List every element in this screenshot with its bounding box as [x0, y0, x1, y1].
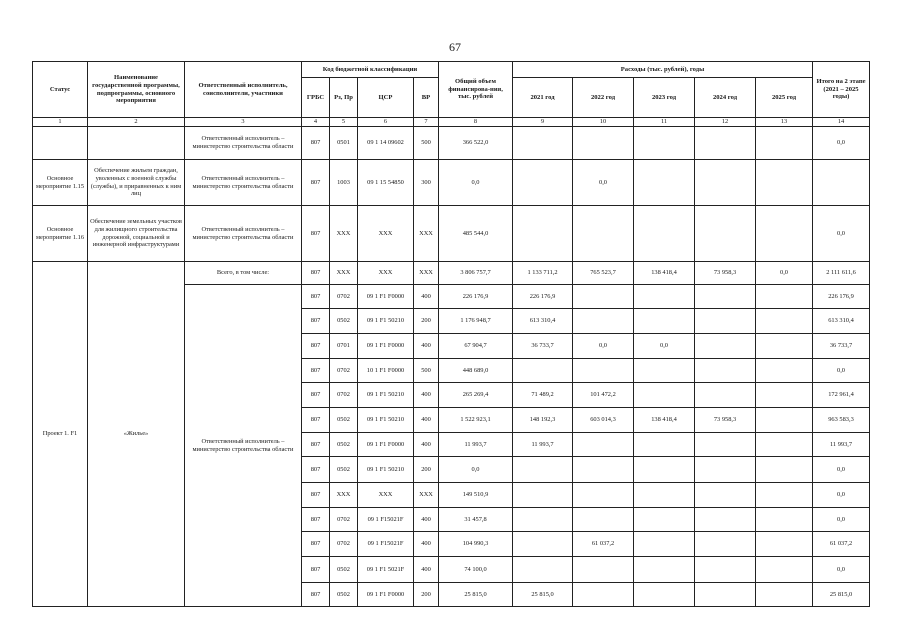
year-2025-cell — [756, 433, 813, 457]
year-2023-cell — [634, 359, 695, 383]
vr-cell: XXX — [414, 262, 439, 285]
year-2024-cell — [695, 483, 756, 508]
year-2021-cell: 148 192,3 — [513, 408, 573, 433]
vr-cell: 400 — [414, 285, 439, 309]
year-2025-cell — [756, 206, 813, 262]
year-2021-cell — [513, 557, 573, 583]
name-cell: Обеспечение жильем граждан, уволенных с военной службы (службы), и приравненных к ним лиц — [88, 160, 185, 206]
vr-cell: XXX — [414, 483, 439, 508]
year-2024-cell — [695, 127, 756, 160]
vr-cell: 200 — [414, 583, 439, 607]
itogo-cell: 963 583,3 — [813, 408, 870, 433]
csr-cell: 09 1 F1 F0000 — [358, 433, 414, 457]
itogo-cell: 0,0 — [813, 457, 870, 483]
name-cell: Обеспечение земельных участков для жилищного строительства дорожной, социальной и инженерной инфраструктурами — [88, 206, 185, 262]
header-name: Наименование государственной программы, подпрограммы, основного мероприятия — [88, 62, 185, 118]
grbs-cell: 807 — [302, 408, 330, 433]
table-row — [33, 160, 870, 206]
year-2025-cell: 0,0 — [756, 262, 813, 285]
grbs-cell: 807 — [302, 557, 330, 583]
header-2022: 2022 год — [573, 78, 634, 118]
column-number: 8 — [439, 118, 513, 127]
responsible-cell: Ответственный исполнитель – министерство строительства области — [185, 160, 302, 206]
status-cell: Проект 1. F1 — [33, 262, 88, 607]
vr-cell: 400 — [414, 532, 439, 557]
year-2022-cell: 61 037,2 — [573, 532, 634, 557]
year-2023-cell — [634, 508, 695, 532]
year-2024-cell: 73 958,3 — [695, 262, 756, 285]
csr-cell: 09 1 F1 50210 — [358, 457, 414, 483]
itogo-cell: 2 111 611,6 — [813, 262, 870, 285]
column-number: 14 — [813, 118, 870, 127]
header-grbs: ГРБС — [302, 78, 330, 118]
csr-cell: 09 1 F15021F — [358, 508, 414, 532]
grbs-cell: 807 — [302, 433, 330, 457]
csr-cell: 09 1 F1 50210 — [358, 383, 414, 408]
year-2023-cell — [634, 532, 695, 557]
year-2021-cell: 1 133 711,2 — [513, 262, 573, 285]
year-2024-cell — [695, 383, 756, 408]
vr-cell: 300 — [414, 160, 439, 206]
vr-cell: 400 — [414, 334, 439, 359]
csr-cell: 09 1 F1 50210 — [358, 309, 414, 334]
status-cell: Основное мероприятие 1.16 — [33, 206, 88, 262]
rzpr-cell: 0502 — [330, 433, 358, 457]
grbs-cell: 807 — [302, 483, 330, 508]
rzpr-cell: 0702 — [330, 359, 358, 383]
year-2023-cell — [634, 285, 695, 309]
column-number: 2 — [88, 118, 185, 127]
budget-table — [32, 61, 870, 607]
rzpr-cell: XXX — [330, 206, 358, 262]
vr-cell: 200 — [414, 457, 439, 483]
rzpr-cell: 0702 — [330, 383, 358, 408]
grbs-cell: 807 — [302, 583, 330, 607]
year-2021-cell — [513, 127, 573, 160]
vr-cell: 400 — [414, 557, 439, 583]
year-2023-cell: 138 418,4 — [634, 408, 695, 433]
year-2025-cell — [756, 457, 813, 483]
grbs-cell: 807 — [302, 262, 330, 285]
csr-cell: XXX — [358, 483, 414, 508]
year-2025-cell — [756, 359, 813, 383]
column-number: 12 — [695, 118, 756, 127]
csr-cell: 09 1 F1 F0000 — [358, 334, 414, 359]
year-2024-cell — [695, 309, 756, 334]
itogo-cell: 25 815,0 — [813, 583, 870, 607]
year-2024-cell — [695, 206, 756, 262]
year-2021-cell: 36 733,7 — [513, 334, 573, 359]
year-2022-cell — [573, 583, 634, 607]
table-row — [33, 262, 870, 285]
year-2022-cell: 765 523,7 — [573, 262, 634, 285]
total-cell: 31 457,8 — [439, 508, 513, 532]
year-2024-cell — [695, 334, 756, 359]
grbs-cell: 807 — [302, 508, 330, 532]
year-2025-cell — [756, 483, 813, 508]
csr-cell: 09 1 15 54850 — [358, 160, 414, 206]
year-2022-cell — [573, 285, 634, 309]
rzpr-cell: 0502 — [330, 309, 358, 334]
year-2024-cell — [695, 532, 756, 557]
total-cell: 3 806 757,7 — [439, 262, 513, 285]
header-expenses: Расходы (тыс. рублей), годы — [513, 62, 813, 78]
table-row — [33, 206, 870, 262]
year-2022-cell — [573, 557, 634, 583]
total-cell: 104 990,3 — [439, 532, 513, 557]
header-bcc: Код бюджетной классификации — [302, 62, 439, 78]
vr-cell: 500 — [414, 359, 439, 383]
csr-cell: XXX — [358, 206, 414, 262]
total-cell: 0,0 — [439, 160, 513, 206]
total-cell: 67 904,7 — [439, 334, 513, 359]
grbs-cell: 807 — [302, 206, 330, 262]
column-number: 4 — [302, 118, 330, 127]
itogo-cell: 0,0 — [813, 483, 870, 508]
year-2023-cell — [634, 206, 695, 262]
itogo-cell: 226 176,9 — [813, 285, 870, 309]
year-2023-cell — [634, 583, 695, 607]
total-cell: 74 100,0 — [439, 557, 513, 583]
rzpr-cell: 0701 — [330, 334, 358, 359]
year-2023-cell — [634, 483, 695, 508]
year-2022-cell — [573, 508, 634, 532]
year-2021-cell: 11 993,7 — [513, 433, 573, 457]
year-2023-cell — [634, 557, 695, 583]
year-2021-cell: 71 489,2 — [513, 383, 573, 408]
page-number: 67 — [449, 40, 461, 54]
year-2025-cell — [756, 309, 813, 334]
vr-cell: 400 — [414, 408, 439, 433]
column-number: 6 — [358, 118, 414, 127]
itogo-cell: 613 310,4 — [813, 309, 870, 334]
year-2023-cell: 0,0 — [634, 334, 695, 359]
table-header — [33, 62, 870, 118]
name-cell: «Жилье» — [88, 262, 185, 607]
header-responsible: Ответственный исполнитель, соисполнители, участники — [185, 62, 302, 118]
itogo-cell: 172 961,4 — [813, 383, 870, 408]
header-2023: 2023 год — [634, 78, 695, 118]
status-cell — [33, 127, 88, 160]
year-2025-cell — [756, 285, 813, 309]
column-number: 10 — [573, 118, 634, 127]
header-status: Статус — [33, 62, 88, 118]
csr-cell: 09 1 F1 5021F — [358, 557, 414, 583]
rzpr-cell: 0502 — [330, 457, 358, 483]
year-2025-cell — [756, 557, 813, 583]
table-row — [33, 127, 870, 160]
grbs-cell: 807 — [302, 359, 330, 383]
year-2021-cell — [513, 206, 573, 262]
responsible-cell: Ответственный исполнитель – министерство строительства области — [185, 127, 302, 160]
itogo-cell: 61 037,2 — [813, 532, 870, 557]
year-2022-cell: 0,0 — [573, 160, 634, 206]
vr-cell: 500 — [414, 127, 439, 160]
itogo-cell: 0,0 — [813, 127, 870, 160]
year-2025-cell — [756, 583, 813, 607]
column-number: 11 — [634, 118, 695, 127]
header-total-volume: Общий объем финансирова-ния, тыс. рублей — [439, 62, 513, 118]
rzpr-cell: 0702 — [330, 285, 358, 309]
year-2023-cell — [634, 457, 695, 483]
csr-cell: 09 1 F1 F0000 — [358, 583, 414, 607]
table-body — [33, 118, 870, 607]
year-2025-cell — [756, 127, 813, 160]
total-cell: 448 689,0 — [439, 359, 513, 383]
rzpr-cell: 0502 — [330, 557, 358, 583]
total-cell: 149 510,9 — [439, 483, 513, 508]
itogo-cell: 0,0 — [813, 206, 870, 262]
grbs-cell: 807 — [302, 309, 330, 334]
year-2022-cell — [573, 206, 634, 262]
year-2022-cell — [573, 433, 634, 457]
year-2022-cell — [573, 483, 634, 508]
rzpr-cell: 0501 — [330, 127, 358, 160]
responsible-cell: Ответственный исполнитель – министерство строительства области — [185, 206, 302, 262]
year-2024-cell — [695, 160, 756, 206]
vr-cell: 400 — [414, 433, 439, 457]
year-2025-cell — [756, 508, 813, 532]
itogo-cell: 0,0 — [813, 359, 870, 383]
year-2025-cell — [756, 334, 813, 359]
year-2023-cell — [634, 160, 695, 206]
column-number: 7 — [414, 118, 439, 127]
vr-cell: XXX — [414, 206, 439, 262]
year-2021-cell — [513, 532, 573, 557]
year-2023-cell — [634, 127, 695, 160]
year-2021-cell — [513, 483, 573, 508]
total-cell: 25 815,0 — [439, 583, 513, 607]
total-cell: 226 176,9 — [439, 285, 513, 309]
csr-cell: 10 1 F1 F0000 — [358, 359, 414, 383]
header-vr: ВР — [414, 78, 439, 118]
year-2021-cell: 226 176,9 — [513, 285, 573, 309]
year-2021-cell — [513, 508, 573, 532]
total-cell: 265 269,4 — [439, 383, 513, 408]
rzpr-cell: 0702 — [330, 532, 358, 557]
year-2025-cell — [756, 408, 813, 433]
vr-cell: 400 — [414, 508, 439, 532]
grbs-cell: 807 — [302, 160, 330, 206]
year-2024-cell — [695, 433, 756, 457]
total-cell: 366 522,0 — [439, 127, 513, 160]
grbs-cell: 807 — [302, 383, 330, 408]
header-2024: 2024 год — [695, 78, 756, 118]
csr-cell: 09 1 F1 50210 — [358, 408, 414, 433]
rzpr-cell: 0502 — [330, 408, 358, 433]
rzpr-cell: 0702 — [330, 508, 358, 532]
year-2021-cell — [513, 160, 573, 206]
grbs-cell: 807 — [302, 457, 330, 483]
header-2021: 2021 год — [513, 78, 573, 118]
year-2025-cell — [756, 160, 813, 206]
year-2023-cell — [634, 433, 695, 457]
year-2024-cell — [695, 508, 756, 532]
year-2021-cell: 613 310,4 — [513, 309, 573, 334]
year-2024-cell — [695, 457, 756, 483]
year-2024-cell: 73 958,3 — [695, 408, 756, 433]
header-itogo: Итого на 2 этапе (2021 – 2025 годы) — [813, 62, 870, 118]
itogo-cell: 0,0 — [813, 557, 870, 583]
column-number: 1 — [33, 118, 88, 127]
rzpr-cell: XXX — [330, 262, 358, 285]
year-2022-cell — [573, 457, 634, 483]
total-cell: 11 993,7 — [439, 433, 513, 457]
year-2024-cell — [695, 285, 756, 309]
total-cell: 0,0 — [439, 457, 513, 483]
grbs-cell: 807 — [302, 127, 330, 160]
csr-cell: 09 1 F1 F0000 — [358, 285, 414, 309]
rzpr-cell: 1003 — [330, 160, 358, 206]
itogo-cell: 11 993,7 — [813, 433, 870, 457]
year-2024-cell — [695, 359, 756, 383]
itogo-cell: 36 733,7 — [813, 334, 870, 359]
total-cell: 485 544,0 — [439, 206, 513, 262]
year-2022-cell — [573, 127, 634, 160]
rzpr-cell: XXX — [330, 483, 358, 508]
year-2023-cell — [634, 383, 695, 408]
column-number: 13 — [756, 118, 813, 127]
year-2023-cell — [634, 309, 695, 334]
rzpr-cell: 0502 — [330, 583, 358, 607]
vr-cell: 200 — [414, 309, 439, 334]
vr-cell: 400 — [414, 383, 439, 408]
year-2022-cell — [573, 309, 634, 334]
grbs-cell: 807 — [302, 285, 330, 309]
year-2022-cell: 101 472,2 — [573, 383, 634, 408]
total-cell: 1 176 948,7 — [439, 309, 513, 334]
csr-cell: XXX — [358, 262, 414, 285]
total-cell: 1 522 923,1 — [439, 408, 513, 433]
column-number: 9 — [513, 118, 573, 127]
itogo-cell: 0,0 — [813, 508, 870, 532]
year-2025-cell — [756, 532, 813, 557]
status-cell: Основное мероприятие 1.15 — [33, 160, 88, 206]
year-2021-cell — [513, 359, 573, 383]
year-2021-cell — [513, 457, 573, 483]
year-2022-cell: 0,0 — [573, 334, 634, 359]
year-2023-cell: 138 418,4 — [634, 262, 695, 285]
year-2024-cell — [695, 557, 756, 583]
csr-cell: 09 1 14 09602 — [358, 127, 414, 160]
grbs-cell: 807 — [302, 334, 330, 359]
column-numbers-row — [33, 118, 870, 127]
column-number: 5 — [330, 118, 358, 127]
year-2024-cell — [695, 583, 756, 607]
csr-cell: 09 1 F15021F — [358, 532, 414, 557]
year-2022-cell — [573, 359, 634, 383]
header-csr: ЦСР — [358, 78, 414, 118]
responsible-cell: Ответственный исполнитель – министерство строительства области — [185, 285, 302, 607]
year-2025-cell — [756, 383, 813, 408]
header-rzpr: Рз, Пр — [330, 78, 358, 118]
responsible-cell: Всего, в том числе: — [185, 262, 302, 285]
grbs-cell: 807 — [302, 532, 330, 557]
year-2022-cell: 603 014,3 — [573, 408, 634, 433]
column-number: 3 — [185, 118, 302, 127]
name-cell — [88, 127, 185, 160]
year-2021-cell: 25 815,0 — [513, 583, 573, 607]
itogo-cell — [813, 160, 870, 206]
header-2025: 2025 год — [756, 78, 813, 118]
